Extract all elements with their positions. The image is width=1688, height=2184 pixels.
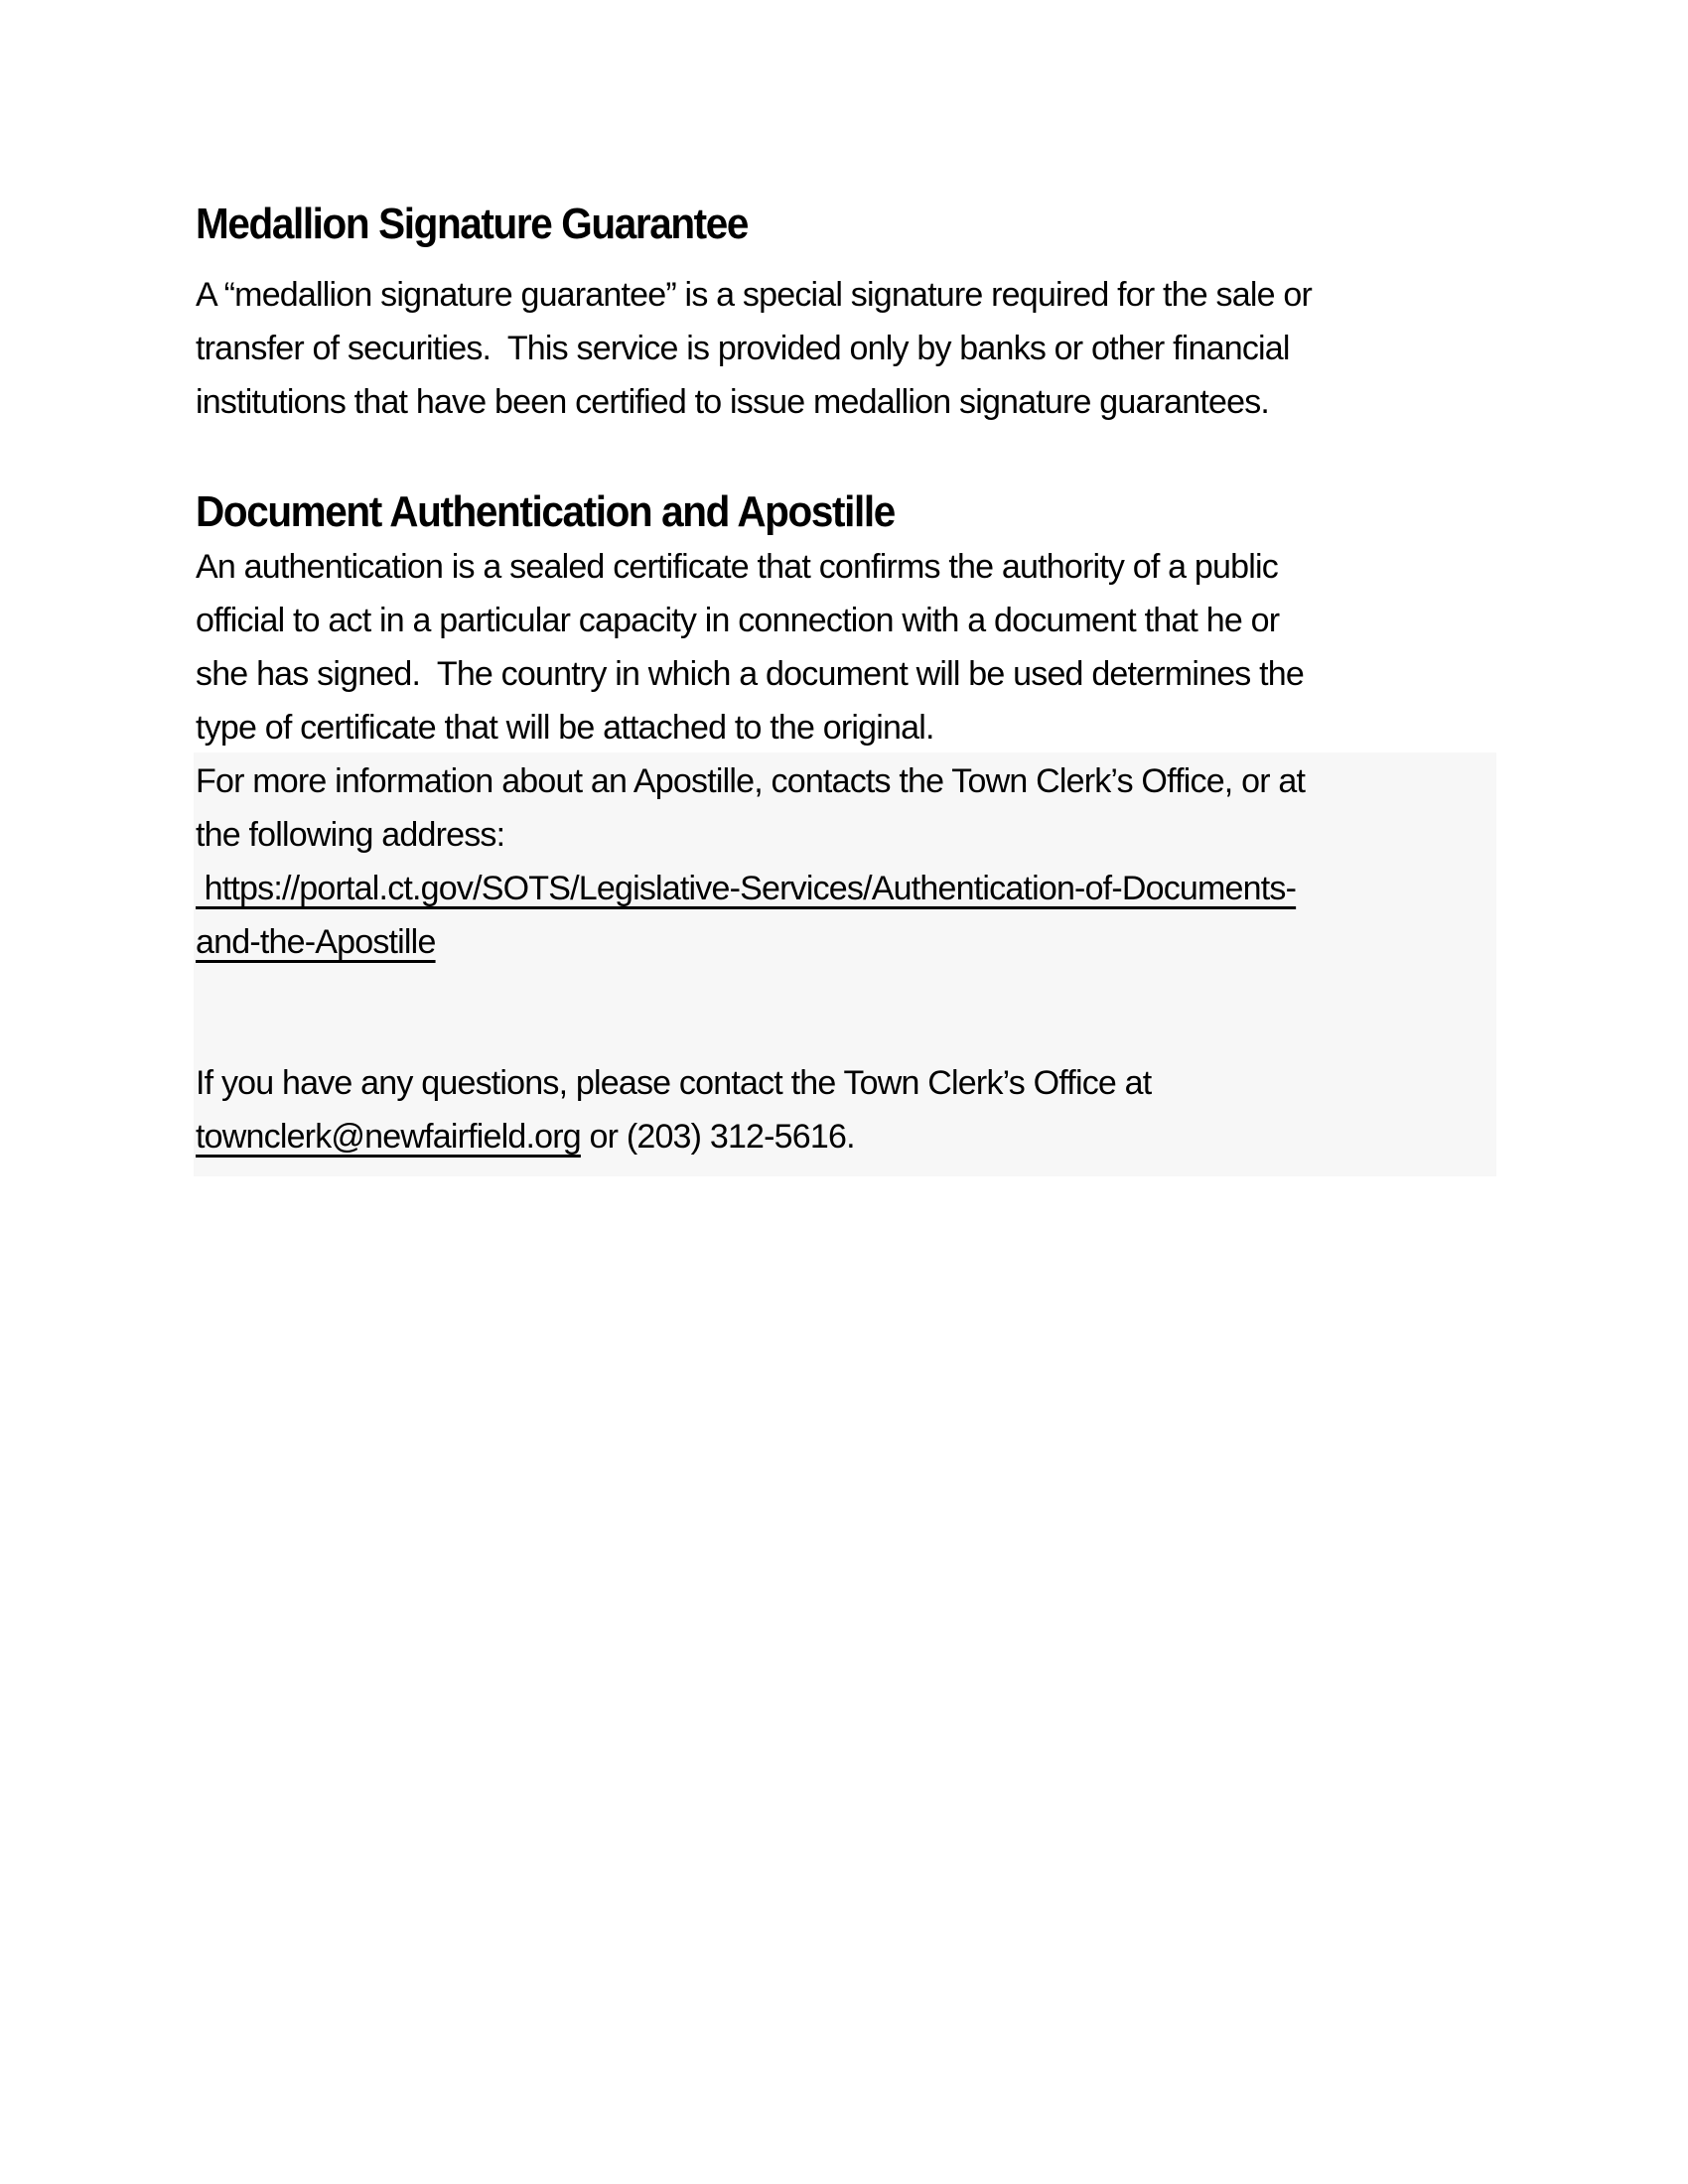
text-line: A “medallion signature guarantee” is a special signature required for the sale or	[196, 276, 1312, 314]
text-line: she has signed. The country in which a document will be used determines the	[196, 655, 1305, 693]
paragraph-apostille-info	[196, 754, 1305, 969]
apostille-url-line-2	[196, 915, 1305, 969]
apostille-portal-link[interactable]: https://portal.ct.gov/SOTS/Legislative-Services/Authentication-of-Documents-	[196, 870, 1297, 907]
text-line: institutions that have been certified to issue medallion signature guarantees.	[196, 383, 1270, 421]
text-line: transfer of securities. This service is provided only by banks or other financial	[196, 330, 1290, 367]
text-line: For more information about an Apostille, contacts the Town Clerk’s Office, or at	[196, 762, 1306, 800]
heading-document-authentication-apostille: Document Authentication and Apostille	[196, 487, 895, 536]
apostille-portal-link-continued[interactable]: and-the-Apostille	[196, 923, 436, 961]
contact-line	[196, 1110, 1151, 1163]
paragraph-medallion	[196, 268, 1312, 429]
town-clerk-email-link[interactable]: townclerk@newfairfield.org	[196, 1118, 581, 1156]
heading-medallion-signature-guarantee: Medallion Signature Guarantee	[196, 200, 749, 248]
text-line: type of certificate that will be attached to the original.	[196, 709, 934, 747]
text-line: An authentication is a sealed certificate that confirms the authority of a public	[196, 548, 1278, 586]
text-line: If you have any questions, please contact the Town Clerk’s Office at	[196, 1064, 1152, 1102]
text-line: the following address:	[196, 816, 505, 854]
apostille-url-line-1	[196, 862, 1305, 915]
contact-phone-text: or (203) 312-5616.	[580, 1118, 855, 1156]
paragraph-contact	[196, 1056, 1151, 1163]
text-line: official to act in a particular capacity in connection with a document that he or	[196, 602, 1280, 639]
paragraph-authentication	[196, 540, 1304, 754]
